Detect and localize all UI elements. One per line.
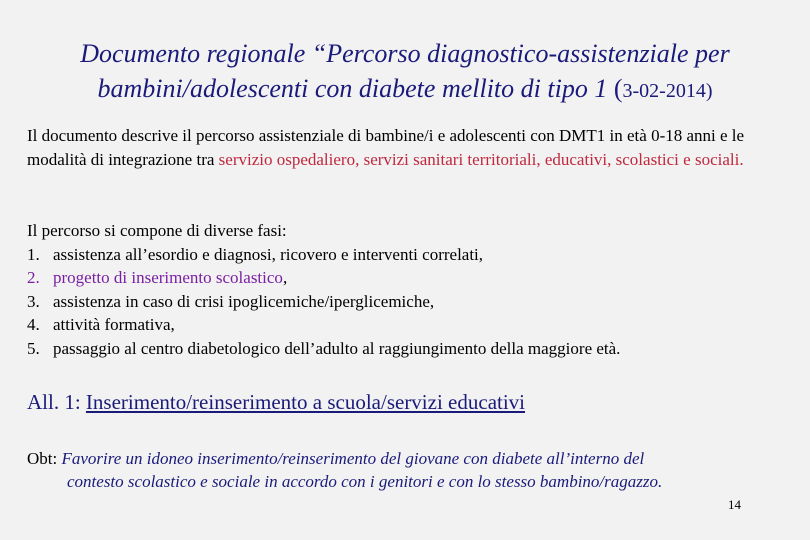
document-title — [20, 36, 790, 109]
list-item — [27, 243, 797, 267]
phases-section — [27, 219, 797, 360]
title-line-2-text: bambini/adolescenti con diabete mellito di tipo 1 — [97, 74, 614, 103]
list-item-text-highlight: progetto di inserimento scolastico — [53, 268, 283, 287]
title-paren: ( — [613, 74, 623, 103]
title-line-1: Documento regionale “Percorso diagnostico-assistenziale per — [80, 39, 730, 68]
list-item-text: assistenza all’esordio e diagnosi, ricovero e interventi correlati, — [53, 244, 484, 264]
list-item — [27, 290, 797, 314]
list-item — [27, 337, 797, 361]
attachment-heading — [27, 390, 525, 415]
list-item-number: 4. — [27, 315, 40, 334]
list-item-number: 1. — [27, 244, 40, 264]
list-item-text: attività formativa, — [53, 315, 175, 334]
intro-text: Il documento descrive il percorso assistenziale di bambine/i e adolescenti con DMT1 in età 0-18 anni e le modalità di integrazione tra — [27, 126, 745, 169]
intro-paragraph — [27, 124, 797, 171]
objective-text-2: contesto scolastico e sociale in accordo con i genitori e con lo stesso bambino/ragazzo. — [67, 472, 663, 491]
phases-intro: Il percorso si compone di diverse fasi: — [27, 221, 287, 240]
phases-list — [27, 243, 797, 361]
list-item-suffix: , — [282, 268, 288, 287]
list-item — [27, 313, 797, 337]
objective-block — [27, 447, 787, 493]
objective-line-1 — [27, 447, 787, 470]
attachment-label: All. 1: — [27, 390, 86, 414]
title-date: 3-02-2014) — [622, 80, 713, 102]
intro-highlight: servizio ospedaliero, servizi sanitari territoriali, educativi, scolastici e sociali. — [218, 149, 744, 169]
list-item-number: 5. — [27, 338, 40, 358]
page-number: 14 — [728, 497, 741, 512]
list-item-number: 3. — [27, 291, 40, 311]
attachment-link[interactable]: Inserimento/reinserimento a scuola/servizi educativi — [85, 390, 526, 414]
list-item — [27, 266, 797, 290]
list-item-text: assistenza in caso di crisi ipoglicemiche/iperglicemiche, — [53, 291, 435, 311]
objective-label: Obt: — [27, 449, 62, 468]
objective-text-1: Favorire un idoneo inserimento/reinserimento del giovane con diabete all’interno del — [61, 449, 645, 468]
title-line-2 — [20, 71, 790, 109]
list-item-number: 2. — [27, 268, 40, 287]
list-item-text: passaggio al centro diabetologico dell’adulto al raggiungimento della maggiore età. — [53, 338, 621, 358]
